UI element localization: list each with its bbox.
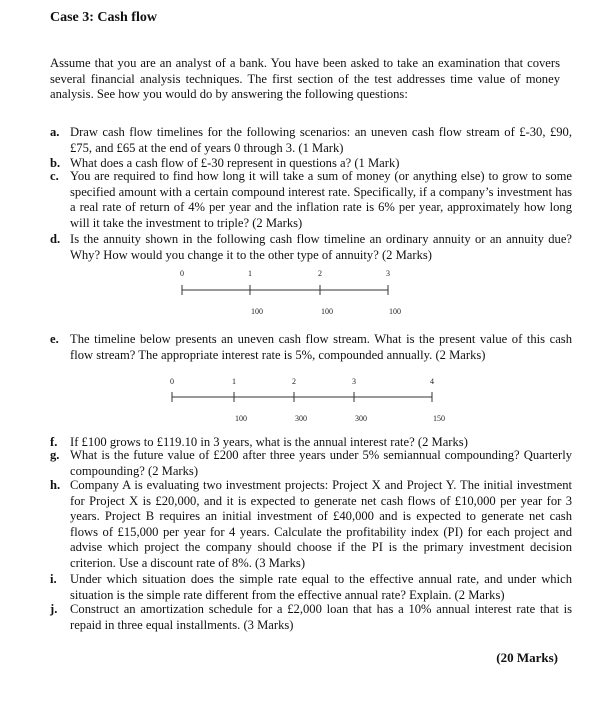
period-label: 3 [386, 269, 390, 278]
period-label: 3 [352, 377, 356, 386]
period-label: 2 [292, 377, 296, 386]
period-label: 4 [430, 377, 434, 386]
question-label: b. [50, 156, 61, 170]
question-e [50, 332, 572, 363]
question-g [50, 448, 572, 479]
question-a [50, 125, 572, 156]
question-text: You are required to find how long it will take a sum of money (or anything else) to grow to some specified amount with a certain compound interest rate. Specifically, if a company’s investment has a real rate of return of 4% per year and the inflation rate is 6% per year, approximately how long will it take the investment to triple? (2 Marks) [70, 169, 572, 230]
intro-paragraph: Assume that you are an analyst of a bank. You have been asked to take an examination that covers several financial analysis techniques. The first section of the test addresses time value of money analysis. See how you would do by answering the following questions: [50, 56, 560, 102]
question-label: a. [50, 125, 60, 139]
period-label: 0 [170, 377, 174, 386]
question-label: g. [50, 448, 60, 462]
question-label: i. [50, 572, 57, 586]
question-text: Company A is evaluating two investment projects: Project X and Project Y. The initial investment for Project X is £20,000, and it is expected to generate net cash flows of £10,000 per year for 3 years. Project B requires an initial investment of £40,000 and is expected to generate net cash flows of £15,000 per year for 4 years. Calculate the profitability index (PI) for each project and advise which project the company should choose if the PI is the primary investment decision criterion. Use a discount rate of 8%. (3 Marks) [70, 478, 572, 570]
question-text: What does a cash flow of £-30 represent in questions a? (1 Mark) [70, 156, 400, 170]
question-text: Is the annuity shown in the following cash flow timeline an ordinary annuity or an annuity due? Why? How would you change it to the other type of annuity? (2 Marks) [70, 232, 572, 262]
question-text: Under which situation does the simple rate equal to the effective annual rate, and under which situation is the simple rate different from the effective annual rate? Explain. (2 Marks) [70, 572, 572, 602]
cash-flow-label: 300 [355, 414, 367, 423]
period-label: 0 [180, 269, 184, 278]
question-label: e. [50, 332, 59, 346]
period-label: 2 [318, 269, 322, 278]
question-c [50, 169, 572, 231]
question-d [50, 232, 572, 263]
question-i [50, 572, 572, 603]
question-text: Draw cash flow timelines for the following scenarios: an uneven cash flow stream of £-30, £90, £75, and £65 at the end of years 0 through 3. (1 Mark) [70, 125, 572, 155]
question-text: If £100 grows to £119.10 in 3 years, what is the annual interest rate? (2 Marks) [70, 435, 468, 449]
question-label: h. [50, 478, 61, 492]
question-text: The timeline below presents an uneven cash flow stream. What is the present value of this cash flow stream? The appropriate interest rate is 5%, compounded annually. (2 Marks) [70, 332, 572, 362]
total-marks: (20 Marks) [496, 650, 558, 665]
question-label: c. [50, 169, 59, 183]
cash-flow-label: 100 [251, 307, 263, 316]
question-text: Construct an amortization schedule for a £2,000 loan that has a 10% annual interest rate that is repaid in three equal installments. (3 Marks) [70, 602, 572, 632]
question-label: j. [50, 602, 58, 616]
question-h [50, 478, 572, 572]
question-j [50, 602, 572, 633]
case-title: Case 3: Cash flow [50, 10, 157, 25]
question-label: d. [50, 232, 61, 246]
cash-flow-label: 100 [235, 414, 247, 423]
period-label: 1 [248, 269, 252, 278]
cash-flow-label: 100 [389, 307, 401, 316]
period-label: 1 [232, 377, 236, 386]
question-label: f. [50, 435, 58, 449]
question-text: What is the future value of £200 after three years under 5% semiannual compounding? Quarterly compounding? (2 Marks) [70, 448, 572, 478]
cash-flow-label: 100 [321, 307, 333, 316]
cash-flow-label: 300 [295, 414, 307, 423]
cash-flow-label: 150 [433, 414, 445, 423]
